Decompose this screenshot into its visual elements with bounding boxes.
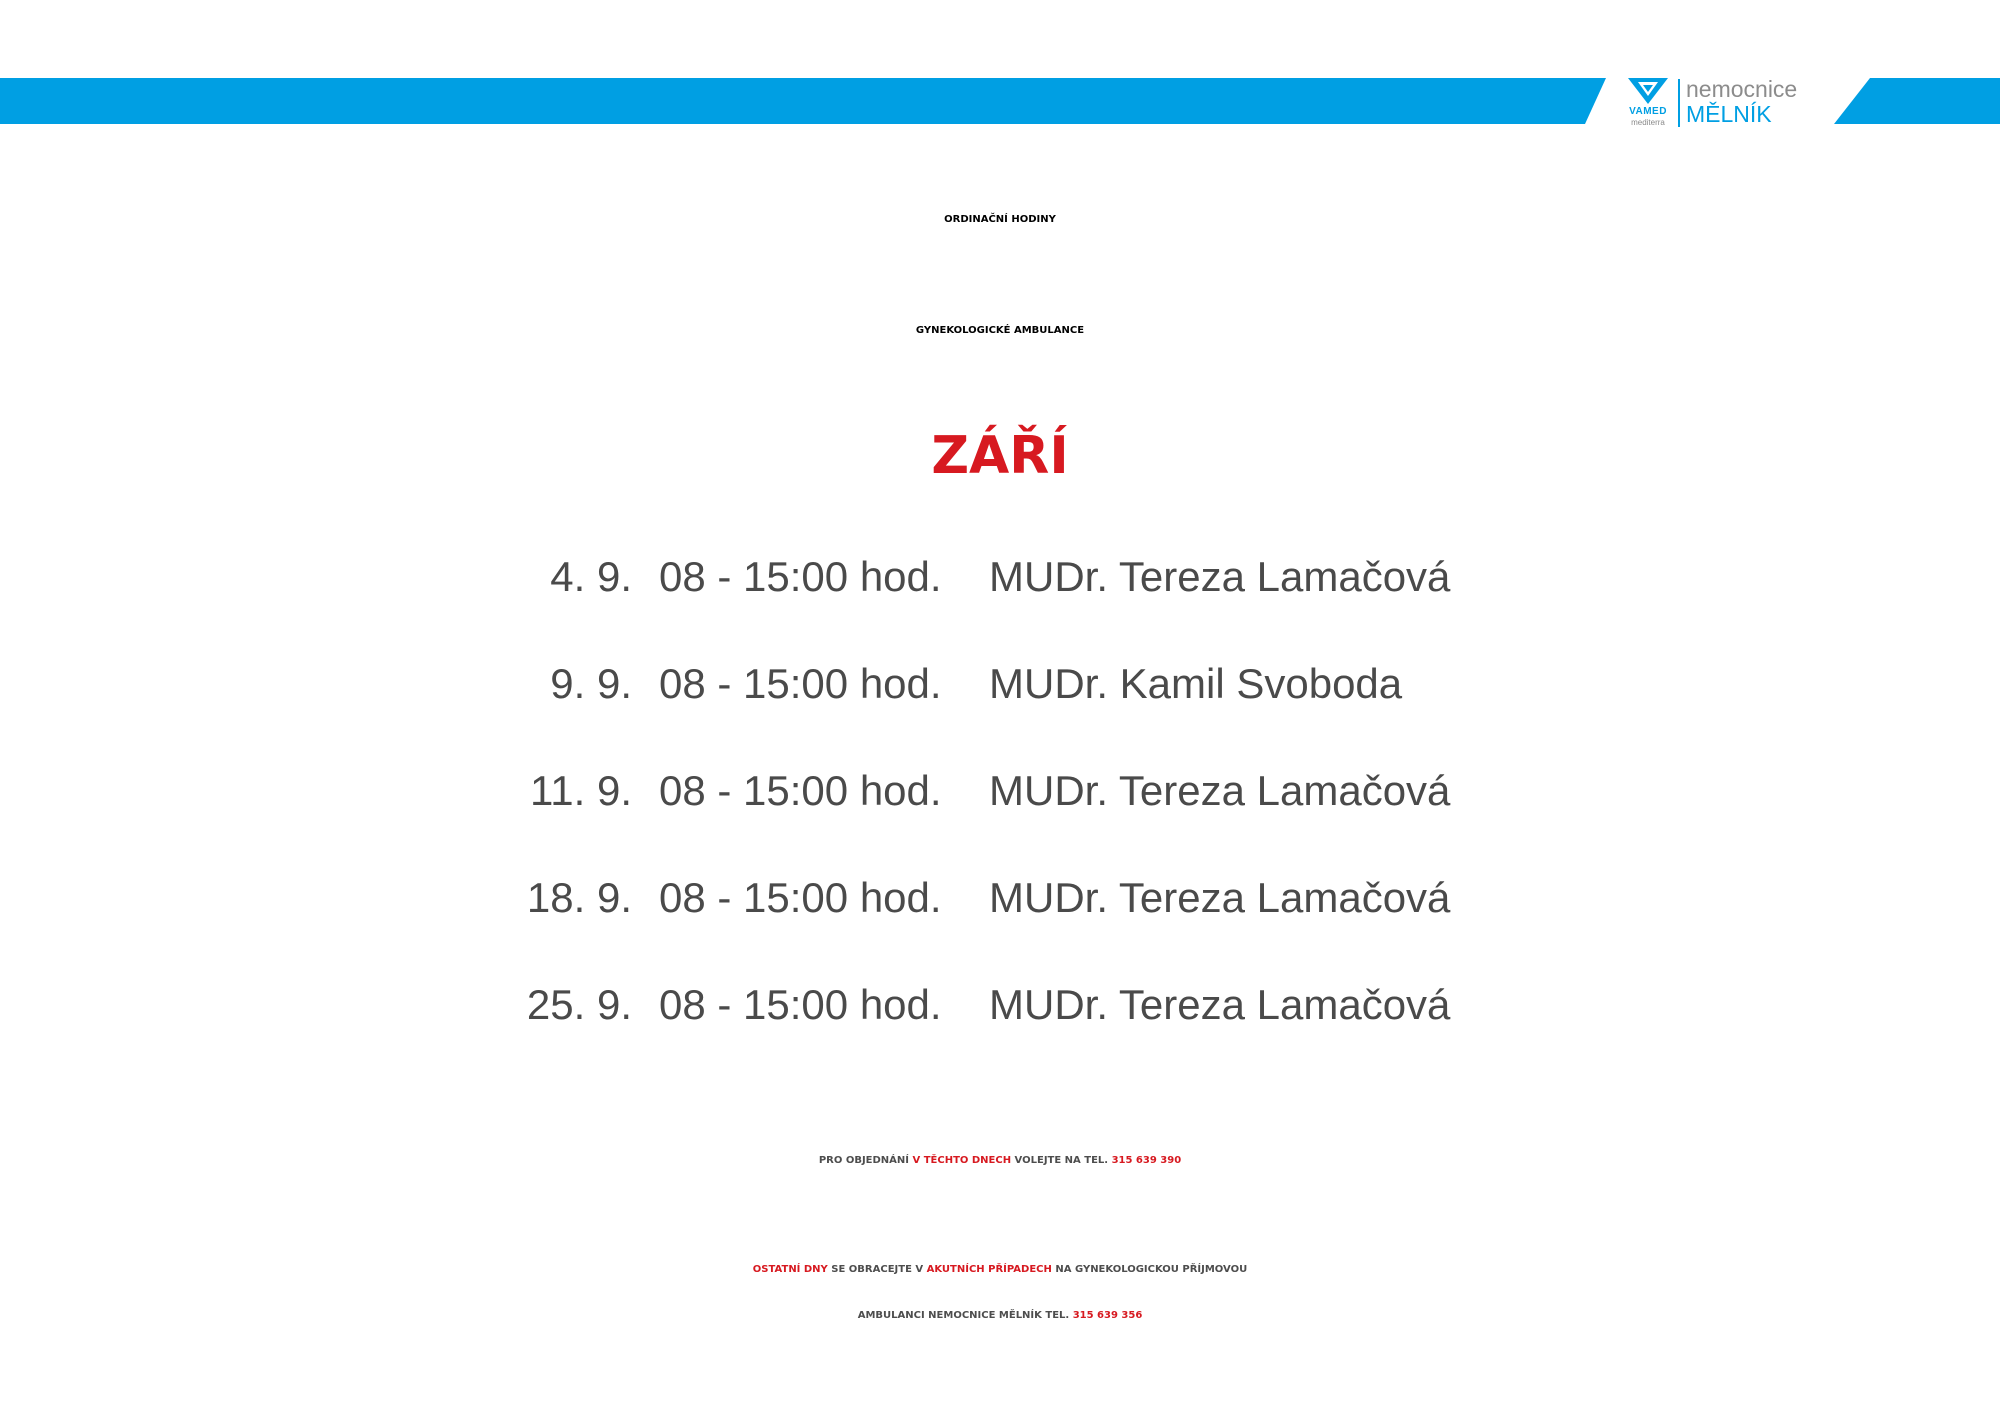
logo-hospital-word: nemocnice bbox=[1686, 76, 1798, 102]
schedule-date: 4. 9. bbox=[550, 553, 632, 600]
schedule-hours: 08 - 15:00 hod. bbox=[659, 553, 942, 600]
logo-sub-text: mediterra bbox=[1631, 118, 1665, 127]
schedule-date: 25. 9. bbox=[526, 981, 632, 1028]
schedule-hours: 08 - 15:00 hod. bbox=[659, 767, 942, 814]
schedule-date: 18. 9. bbox=[526, 874, 632, 921]
logo-brand-text: VAMED bbox=[1629, 106, 1667, 117]
ordering-prefix: PRO OBJEDNÁNÍ bbox=[818, 1155, 913, 1166]
month-label: ZÁŘÍ bbox=[931, 426, 1069, 486]
schedule-row bbox=[0, 868, 2000, 928]
page-title-line-2: GYNEKOLOGICKÉ AMBULANCE bbox=[915, 325, 1085, 336]
logo-city-name: MĚLNÍK bbox=[1686, 101, 1772, 127]
schedule-doctor: MUDr. Tereza Lamačová bbox=[989, 981, 1451, 1028]
hospital-logo bbox=[1622, 76, 1832, 130]
schedule-row bbox=[0, 761, 2000, 821]
page-title-line-1: ORDINAČNÍ HODINY bbox=[944, 214, 1056, 225]
schedule-date: 9. 9. bbox=[550, 660, 632, 707]
schedule-row bbox=[0, 975, 2000, 1035]
schedule-doctor: MUDr. Kamil Svoboda bbox=[989, 660, 1403, 707]
header-band-left-stripe bbox=[0, 78, 1606, 124]
ordering-highlight: V TĚCHTO DNECH bbox=[912, 1155, 1012, 1166]
emergency-phone: 315 639 356 bbox=[1072, 1310, 1143, 1321]
schedule-doctor: MUDr. Tereza Lamačová bbox=[989, 767, 1451, 814]
other-days-text: NA GYNEKOLOGICKOU PŘÍJMOVOU bbox=[1051, 1264, 1248, 1275]
schedule-date: 11. 9. bbox=[530, 767, 632, 814]
other-days-text: AMBULANCI NEMOCNICE MĚLNÍK TEL. bbox=[857, 1310, 1073, 1321]
acute-cases-highlight: AKUTNÍCH PŘÍPADECH bbox=[926, 1264, 1052, 1275]
schedule-row bbox=[0, 654, 2000, 714]
schedule-row bbox=[0, 547, 2000, 607]
ordering-middle: VOLEJTE NA TEL. bbox=[1011, 1155, 1112, 1166]
logo-divider bbox=[1678, 79, 1680, 127]
schedule-doctor: MUDr. Tereza Lamačová bbox=[989, 874, 1451, 921]
schedule-hours: 08 - 15:00 hod. bbox=[659, 874, 942, 921]
other-days-highlight: OSTATNÍ DNY bbox=[752, 1264, 828, 1275]
header-band-right-stripe bbox=[1834, 78, 2000, 124]
schedule-hours: 08 - 15:00 hod. bbox=[659, 981, 942, 1028]
schedule-doctor: MUDr. Tereza Lamačová bbox=[989, 553, 1451, 600]
ordering-note bbox=[0, 1131, 2000, 1191]
ordering-phone: 315 639 390 bbox=[1111, 1155, 1182, 1166]
schedule-hours: 08 - 15:00 hod. bbox=[659, 660, 942, 707]
other-days-text: SE OBRACEJTE V bbox=[827, 1264, 927, 1275]
other-days-note-line-2 bbox=[0, 1286, 2000, 1346]
